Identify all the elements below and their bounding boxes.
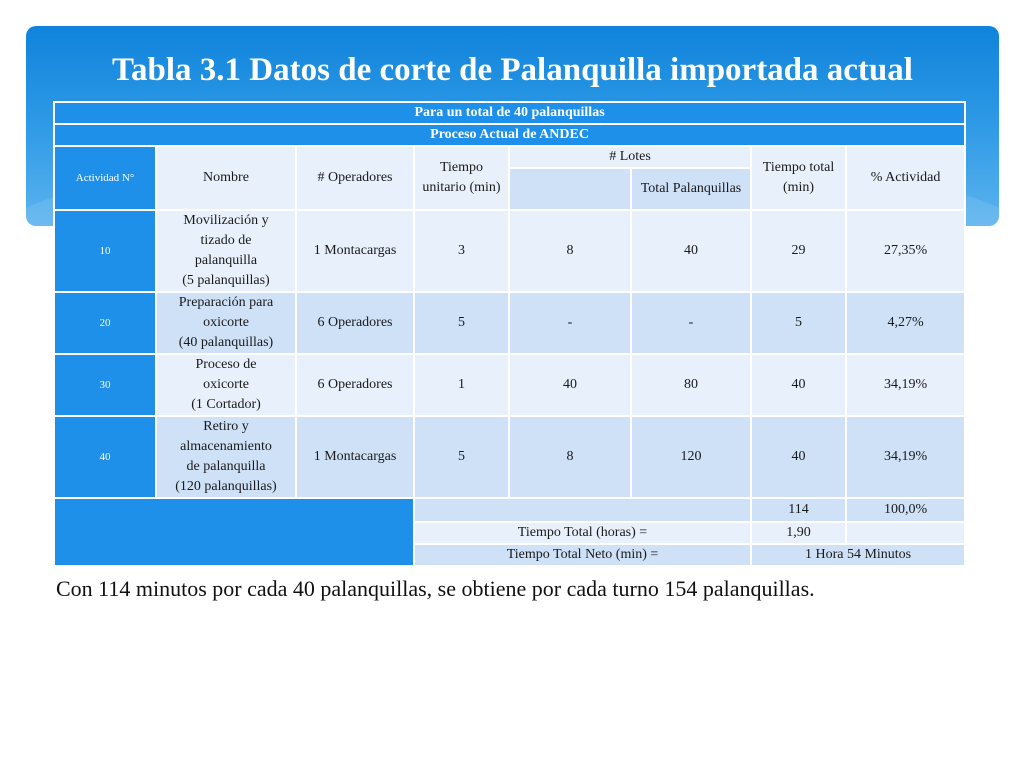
col-header-porcentaje: % Actividad	[846, 146, 965, 210]
tiempo-total-cell: 40	[751, 416, 846, 498]
total-palanquillas-cell: 120	[631, 416, 751, 498]
summary-net-label: Tiempo Total Neto (min) =	[414, 544, 751, 566]
nombre-cell: Preparación para oxicorte (40 palanquillas)	[156, 292, 296, 354]
summary-hours-empty	[846, 522, 965, 544]
porcentaje-cell: 27,35%	[846, 210, 965, 292]
total-palanquillas-cell: 40	[631, 210, 751, 292]
table-row	[54, 292, 965, 354]
tiempo-unitario-cell: 1	[414, 354, 509, 416]
lotes-cell: 40	[509, 354, 631, 416]
lotes-cell: 8	[509, 210, 631, 292]
total-palanquillas-cell: -	[631, 292, 751, 354]
table-row	[54, 416, 965, 498]
table-row	[54, 354, 965, 416]
col-header-operadores: # Operadores	[296, 146, 414, 210]
total-palanquillas-cell: 80	[631, 354, 751, 416]
nombre-cell: Proceso de oxicorte (1 Cortador)	[156, 354, 296, 416]
col-header-total-palanquillas: Total Palanquillas	[631, 168, 751, 210]
col-header-tiempo-total: Tiempo total (min)	[751, 146, 846, 210]
nombre-cell: Retiro y almacenamiento de palanquilla (120 palanquillas)	[156, 416, 296, 498]
actividad-cell: 20	[54, 292, 156, 354]
summary-hours-label: Tiempo Total (horas) =	[414, 522, 751, 544]
tiempo-unitario-cell: 3	[414, 210, 509, 292]
slide-title: Tabla 3.1 Datos de corte de Palanquilla importada actual	[112, 52, 913, 88]
summary-total-percent: 100,0%	[846, 498, 965, 522]
lotes-cell: -	[509, 292, 631, 354]
summary-spacer	[414, 498, 751, 522]
actividad-cell: 40	[54, 416, 156, 498]
table-row	[54, 210, 965, 292]
operadores-cell: 1 Montacargas	[296, 210, 414, 292]
col-header-nombre: Nombre	[156, 146, 296, 210]
tiempo-unitario-cell: 5	[414, 416, 509, 498]
nombre-cell: Movilización y tizado de palanquilla (5 palanquillas)	[156, 210, 296, 292]
tiempo-unitario-cell: 5	[414, 292, 509, 354]
actividad-cell: 30	[54, 354, 156, 416]
tiempo-total-cell: 40	[751, 354, 846, 416]
summary-hours-value: 1,90	[751, 522, 846, 544]
header-band-total: Para un total de 40 palanquillas	[54, 102, 965, 124]
col-header-lotes: # Lotes	[509, 146, 751, 168]
porcentaje-cell: 34,19%	[846, 354, 965, 416]
tiempo-total-cell: 5	[751, 292, 846, 354]
tiempo-total-cell: 29	[751, 210, 846, 292]
summary-block	[54, 498, 414, 566]
col-header-tiempo-unitario: Tiempo unitario (min)	[414, 146, 509, 210]
summary-total-minutes: 114	[751, 498, 846, 522]
summary-row-total	[54, 498, 965, 522]
porcentaje-cell: 34,19%	[846, 416, 965, 498]
operadores-cell: 1 Montacargas	[296, 416, 414, 498]
cutting-data-table	[53, 101, 966, 567]
summary-net-value: 1 Hora 54 Minutos	[751, 544, 965, 566]
actividad-cell: 10	[54, 210, 156, 292]
conclusion-text: Con 114 minutos por cada 40 palanquillas, se obtiene por cada turno 154 palanquillas.	[56, 576, 815, 601]
col-header-lotes-sub	[509, 168, 631, 210]
col-header-actividad: Actividad N°	[54, 146, 156, 210]
lotes-cell: 8	[509, 416, 631, 498]
porcentaje-cell: 4,27%	[846, 292, 965, 354]
operadores-cell: 6 Operadores	[296, 292, 414, 354]
operadores-cell: 6 Operadores	[296, 354, 414, 416]
header-band-process: Proceso Actual de ANDEC	[54, 124, 965, 146]
